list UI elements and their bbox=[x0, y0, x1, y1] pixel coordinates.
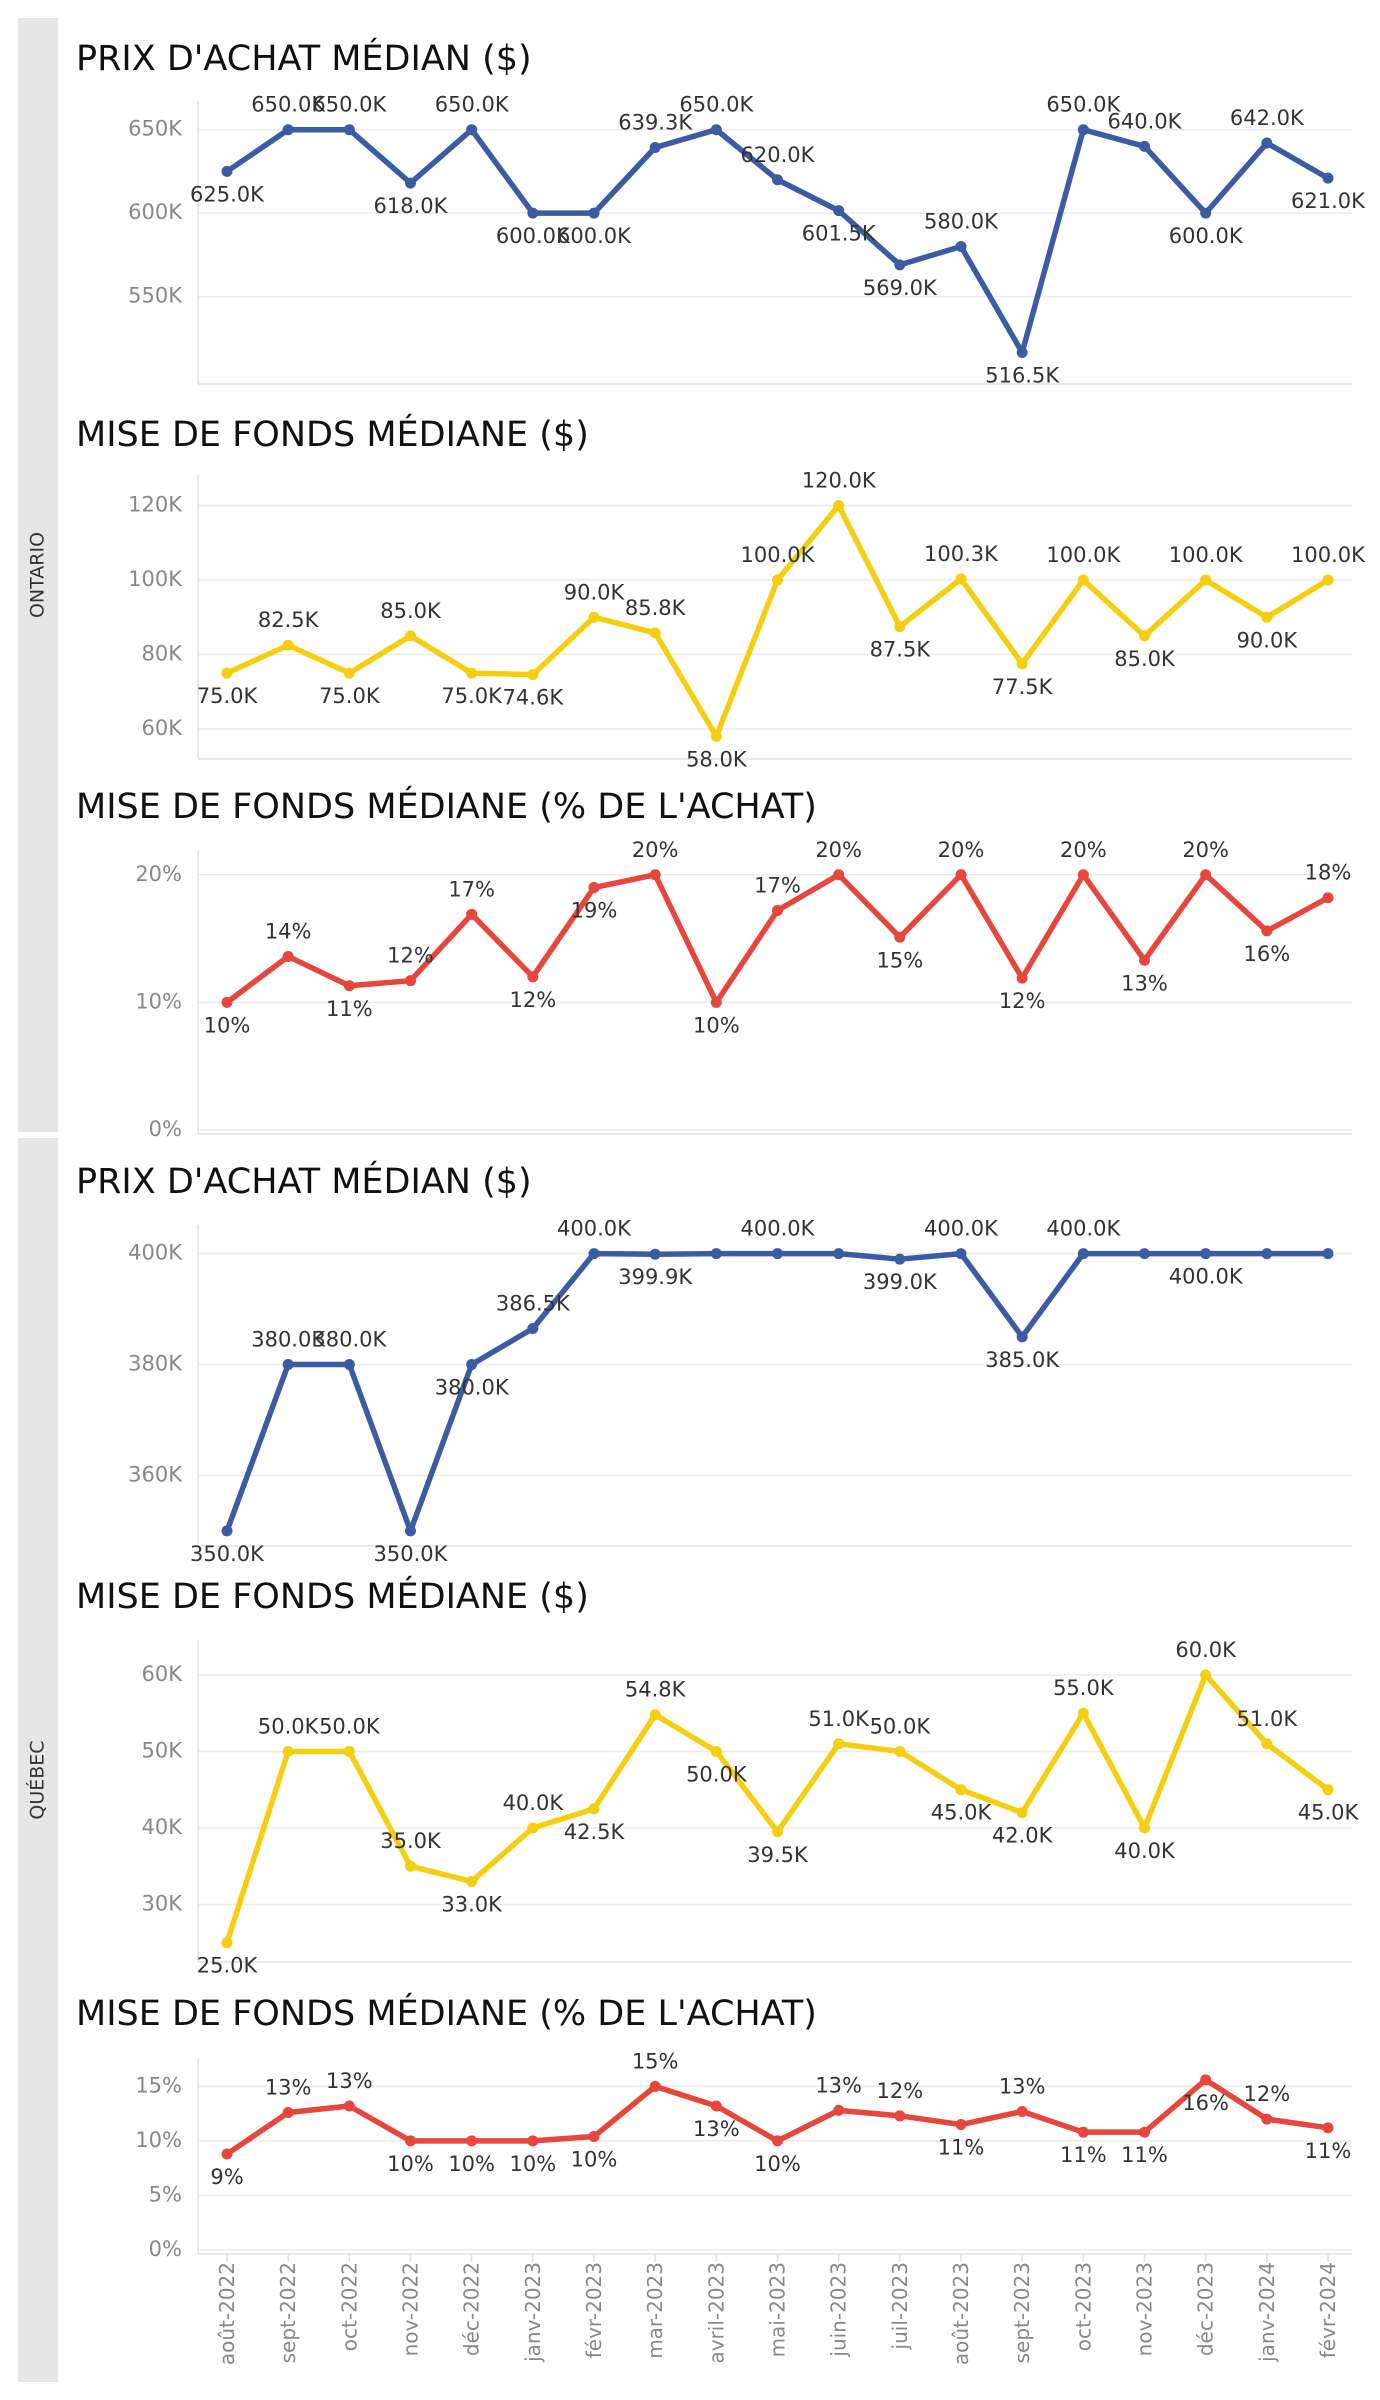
data-label: 399.0K bbox=[862, 1270, 937, 1295]
data-point bbox=[466, 1359, 477, 1370]
x-tick-label: févr-2024 bbox=[1316, 2262, 1340, 2359]
y-tick-label: 380K bbox=[128, 1351, 182, 1376]
data-point bbox=[1200, 869, 1211, 880]
data-point bbox=[833, 500, 844, 511]
data-label: 20% bbox=[1182, 837, 1230, 862]
data-label: 33.0K bbox=[441, 1892, 502, 1917]
data-point bbox=[650, 869, 661, 880]
data-point bbox=[894, 932, 905, 943]
data-point bbox=[1139, 1248, 1150, 1259]
y-tick-label: 0% bbox=[148, 2237, 182, 2261]
panel-quebec-price bbox=[76, 1160, 1352, 1566]
data-label: 400.0K bbox=[924, 1216, 998, 1241]
data-point bbox=[956, 1248, 967, 1259]
data-label: 580.0K bbox=[924, 209, 998, 234]
data-point bbox=[466, 668, 477, 679]
data-point bbox=[1078, 2127, 1089, 2138]
data-point bbox=[222, 997, 233, 1008]
data-label: 39.5K bbox=[747, 1842, 808, 1867]
data-label: 618.0K bbox=[373, 194, 448, 219]
data-label: 11% bbox=[1121, 2143, 1168, 2168]
data-point bbox=[1323, 1784, 1334, 1795]
data-label: 13% bbox=[998, 2074, 1046, 2099]
y-tick-label: 0% bbox=[148, 1117, 182, 1141]
data-label: 42.5K bbox=[563, 1819, 625, 1844]
data-label: 90.0K bbox=[563, 580, 625, 605]
data-label: 20% bbox=[1059, 837, 1107, 862]
data-label: 10% bbox=[509, 2151, 557, 2176]
data-point bbox=[1261, 1738, 1272, 1749]
data-label: 13% bbox=[325, 2069, 373, 2093]
data-point bbox=[466, 124, 477, 135]
data-label: 85.0K bbox=[1114, 646, 1175, 671]
data-label: 350.0K bbox=[190, 1541, 264, 1566]
data-label: 100.0K bbox=[1291, 543, 1365, 568]
data-label: 12% bbox=[387, 943, 434, 968]
panel-ontario-pct bbox=[76, 785, 1352, 1141]
y-tick-label: 60K bbox=[141, 715, 182, 740]
data-label: 650.0K bbox=[312, 92, 387, 117]
data-point bbox=[1261, 612, 1272, 623]
data-label: 100.3K bbox=[924, 541, 998, 566]
data-point bbox=[344, 1359, 355, 1370]
data-label: 620.0K bbox=[740, 142, 815, 167]
x-tick-label: août-2022 bbox=[215, 2262, 239, 2366]
data-label: 350.0K bbox=[373, 1541, 448, 1566]
data-point bbox=[466, 1876, 477, 1887]
panel-quebec-down bbox=[76, 1575, 1359, 1978]
data-label: 20% bbox=[815, 837, 863, 862]
panel-title: PRIX D'ACHAT MÉDIAN ($) bbox=[76, 1162, 532, 1202]
data-point bbox=[405, 975, 416, 986]
data-label: 10% bbox=[570, 2147, 618, 2172]
data-point bbox=[527, 2135, 538, 2146]
data-point bbox=[222, 1937, 233, 1948]
data-point bbox=[1017, 1331, 1028, 1342]
data-point bbox=[1323, 1248, 1334, 1259]
data-label: 11% bbox=[1304, 2138, 1352, 2163]
data-label: 75.0K bbox=[319, 684, 380, 709]
data-point bbox=[589, 882, 600, 893]
data-label: 380.0K bbox=[312, 1327, 387, 1352]
data-point bbox=[711, 1248, 722, 1259]
data-point bbox=[1323, 173, 1334, 184]
data-label: 15% bbox=[876, 948, 924, 973]
data-point bbox=[1017, 347, 1028, 358]
data-point bbox=[283, 2107, 294, 2118]
data-label: 85.8K bbox=[624, 595, 686, 620]
data-point bbox=[527, 669, 538, 680]
data-point bbox=[833, 205, 844, 216]
data-label: 50.0K bbox=[257, 1714, 319, 1739]
data-point bbox=[1200, 2074, 1211, 2085]
data-label: 650.0K bbox=[679, 92, 754, 117]
x-tick-label: nov-2023 bbox=[1132, 2262, 1157, 2357]
data-point bbox=[772, 1248, 783, 1259]
data-point bbox=[711, 997, 722, 1008]
x-tick-label: oct-2022 bbox=[337, 2262, 362, 2352]
data-label: 400.0K bbox=[740, 1216, 815, 1241]
data-point bbox=[283, 640, 294, 651]
data-point bbox=[283, 1359, 294, 1370]
data-label: 17% bbox=[754, 873, 801, 898]
data-point bbox=[589, 1248, 600, 1259]
data-point bbox=[527, 208, 538, 219]
data-label: 100.0K bbox=[740, 543, 815, 568]
data-point bbox=[466, 2135, 477, 2146]
data-label: 12% bbox=[509, 987, 557, 1012]
data-point bbox=[833, 1248, 844, 1259]
data-point bbox=[1078, 869, 1089, 880]
data-point bbox=[1261, 925, 1272, 936]
data-label: 516.5K bbox=[985, 363, 1060, 388]
data-label: 40.0K bbox=[1114, 1838, 1175, 1863]
y-tick-label: 400K bbox=[128, 1240, 182, 1265]
data-point bbox=[283, 951, 294, 962]
data-point bbox=[344, 668, 355, 679]
y-tick-label: 10% bbox=[135, 2127, 182, 2152]
data-point bbox=[344, 2101, 355, 2112]
data-point bbox=[283, 124, 294, 135]
data-label: 82.5K bbox=[257, 608, 319, 633]
data-label: 386.5K bbox=[495, 1291, 570, 1316]
data-point bbox=[405, 2135, 416, 2146]
data-label: 50.0K bbox=[869, 1714, 931, 1739]
data-label: 15% bbox=[631, 2049, 679, 2074]
data-label: 601.5K bbox=[801, 221, 876, 246]
data-label: 13% bbox=[264, 2075, 312, 2100]
panel-title: MISE DE FONDS MÉDIANE ($) bbox=[76, 1577, 589, 1617]
data-point bbox=[772, 575, 783, 586]
y-tick-label: 20% bbox=[135, 861, 182, 886]
data-point bbox=[1078, 575, 1089, 586]
data-point bbox=[1200, 208, 1211, 219]
data-point bbox=[1200, 1248, 1211, 1259]
data-label: 18% bbox=[1304, 860, 1352, 885]
data-point bbox=[589, 1803, 600, 1814]
data-label: 400.0K bbox=[1046, 1216, 1121, 1241]
data-label: 55.0K bbox=[1053, 1676, 1114, 1701]
y-tick-label: 650K bbox=[128, 116, 182, 141]
data-label: 650.0K bbox=[1046, 92, 1121, 117]
data-point bbox=[527, 1822, 538, 1833]
panel-title: MISE DE FONDS MÉDIANE (% DE L'ACHAT) bbox=[76, 1994, 817, 2034]
data-label: 90.0K bbox=[1236, 628, 1298, 653]
data-label: 20% bbox=[631, 837, 679, 862]
data-point bbox=[650, 2081, 661, 2092]
data-point bbox=[956, 2119, 967, 2130]
chart-panels bbox=[76, 37, 1366, 2261]
x-tick-label: sept-2022 bbox=[276, 2262, 301, 2364]
data-point bbox=[1261, 138, 1272, 149]
y-tick-label: 120K bbox=[128, 492, 182, 517]
data-label: 10% bbox=[692, 1013, 740, 1038]
data-point bbox=[772, 1826, 783, 1837]
data-point bbox=[711, 124, 722, 135]
data-label: 14% bbox=[264, 919, 312, 944]
data-point bbox=[589, 612, 600, 623]
data-label: 17% bbox=[448, 877, 496, 902]
data-label: 19% bbox=[570, 898, 618, 923]
data-point bbox=[956, 241, 967, 252]
data-point bbox=[589, 2131, 600, 2142]
x-tick-label: avril-2023 bbox=[704, 2262, 729, 2364]
data-point bbox=[833, 869, 844, 880]
x-tick-label: oct-2023 bbox=[1071, 2262, 1096, 2352]
data-label: 120.0K bbox=[801, 468, 876, 493]
x-tick-label: mar-2023 bbox=[643, 2262, 668, 2359]
data-label: 54.8K bbox=[624, 1677, 686, 1702]
data-point bbox=[894, 621, 905, 632]
y-tick-label: 15% bbox=[135, 2073, 182, 2098]
data-label: 87.5K bbox=[869, 637, 931, 662]
data-label: 75.0K bbox=[441, 684, 502, 709]
data-point bbox=[650, 142, 661, 153]
x-tick-label: juil-2023 bbox=[887, 2262, 912, 2350]
data-label: 58.0K bbox=[686, 747, 747, 772]
data-point bbox=[772, 174, 783, 185]
data-point bbox=[589, 208, 600, 219]
y-tick-label: 30K bbox=[141, 1891, 182, 1916]
data-point bbox=[650, 627, 661, 638]
data-label: 11% bbox=[325, 996, 373, 1021]
data-point bbox=[344, 124, 355, 135]
data-label: 12% bbox=[998, 989, 1046, 1014]
data-point bbox=[222, 668, 233, 679]
y-tick-label: 40K bbox=[141, 1814, 182, 1839]
data-label: 35.0K bbox=[380, 1829, 441, 1854]
data-point bbox=[1261, 1248, 1272, 1259]
x-axis bbox=[215, 2254, 1340, 2365]
data-point bbox=[344, 1746, 355, 1757]
data-label: 380.0K bbox=[434, 1375, 509, 1400]
data-point bbox=[405, 1861, 416, 1872]
data-label: 399.9K bbox=[618, 1265, 693, 1290]
data-point bbox=[894, 259, 905, 270]
data-label: 12% bbox=[1243, 2082, 1291, 2107]
data-label: 625.0K bbox=[190, 182, 264, 207]
y-tick-label: 600K bbox=[128, 200, 182, 225]
panel-ontario-price bbox=[76, 37, 1366, 387]
data-point bbox=[1323, 892, 1334, 903]
panel-title: PRIX D'ACHAT MÉDIAN ($) bbox=[76, 39, 532, 79]
data-label: 12% bbox=[876, 2078, 924, 2103]
data-point bbox=[894, 1254, 905, 1265]
series-line bbox=[227, 1675, 1328, 1943]
data-label: 45.0K bbox=[930, 1800, 992, 1825]
x-tick-label: nov-2022 bbox=[398, 2262, 423, 2357]
data-point bbox=[222, 1525, 233, 1536]
data-label: 77.5K bbox=[991, 674, 1053, 699]
data-label: 13% bbox=[692, 2117, 740, 2141]
data-point bbox=[466, 909, 477, 920]
data-label: 11% bbox=[937, 2135, 985, 2160]
data-label: 10% bbox=[448, 2151, 496, 2176]
data-point bbox=[405, 630, 416, 641]
data-label: 50.0K bbox=[319, 1714, 380, 1739]
data-label: 16% bbox=[1182, 2090, 1230, 2115]
data-point bbox=[772, 2135, 783, 2146]
panel-title: MISE DE FONDS MÉDIANE ($) bbox=[76, 415, 589, 455]
data-point bbox=[711, 731, 722, 742]
data-point bbox=[833, 1738, 844, 1749]
data-label: 10% bbox=[203, 1013, 251, 1038]
data-point bbox=[894, 2110, 905, 2121]
data-label: 20% bbox=[937, 837, 985, 862]
data-label: 51.0K bbox=[808, 1706, 869, 1731]
data-label: 650.0K bbox=[251, 92, 326, 117]
data-point bbox=[1323, 2122, 1334, 2133]
data-point bbox=[1017, 2106, 1028, 2117]
data-point bbox=[650, 1249, 661, 1260]
data-point bbox=[527, 1323, 538, 1334]
y-tick-label: 550K bbox=[128, 283, 182, 308]
x-tick-label: sept-2023 bbox=[1010, 2262, 1035, 2364]
panel-ontario-down bbox=[76, 413, 1366, 771]
data-point bbox=[1139, 630, 1150, 641]
data-label: 40.0K bbox=[502, 1790, 564, 1815]
data-point bbox=[650, 1709, 661, 1720]
data-point bbox=[222, 166, 233, 177]
data-label: 600.0K bbox=[1168, 224, 1243, 249]
data-label: 100.0K bbox=[1168, 543, 1243, 568]
data-label: 10% bbox=[387, 2151, 434, 2176]
data-point bbox=[1261, 2114, 1272, 2125]
data-label: 16% bbox=[1243, 941, 1291, 966]
panel-title: MISE DE FONDS MÉDIANE (% DE L'ACHAT) bbox=[76, 787, 817, 827]
y-tick-label: 60K bbox=[141, 1661, 182, 1686]
data-point bbox=[772, 905, 783, 916]
data-point bbox=[344, 980, 355, 991]
data-label: 640.0K bbox=[1107, 109, 1182, 134]
data-label: 380.0K bbox=[251, 1327, 326, 1352]
y-tick-label: 10% bbox=[135, 989, 182, 1014]
data-point bbox=[833, 2105, 844, 2116]
data-point bbox=[1200, 575, 1211, 586]
data-label: 642.0K bbox=[1229, 106, 1304, 131]
data-point bbox=[711, 1746, 722, 1757]
data-label: 400.0K bbox=[557, 1216, 631, 1241]
data-label: 11% bbox=[1059, 2143, 1107, 2168]
data-point bbox=[956, 869, 967, 880]
x-tick-label: mai-2023 bbox=[765, 2262, 790, 2358]
y-tick-label: 50K bbox=[141, 1738, 182, 1763]
data-label: 400.0K bbox=[1168, 1264, 1243, 1289]
data-point bbox=[1078, 1708, 1089, 1719]
data-label: 51.0K bbox=[1236, 1706, 1298, 1731]
data-label: 25.0K bbox=[196, 1953, 258, 1978]
group-label: QUÉBEC bbox=[26, 1740, 49, 1820]
data-point bbox=[894, 1746, 905, 1757]
y-tick-label: 80K bbox=[141, 641, 182, 666]
data-label: 42.0K bbox=[991, 1823, 1053, 1848]
y-tick-label: 100K bbox=[128, 567, 182, 592]
data-point bbox=[956, 573, 967, 584]
x-tick-label: janv-2023 bbox=[520, 2262, 545, 2362]
data-point bbox=[1017, 658, 1028, 669]
data-label: 621.0K bbox=[1291, 189, 1365, 214]
data-label: 600.0K bbox=[557, 224, 631, 249]
y-tick-label: 360K bbox=[128, 1462, 182, 1487]
data-label: 13% bbox=[1121, 971, 1168, 996]
x-tick-label: janv-2024 bbox=[1254, 2262, 1279, 2362]
data-label: 85.0K bbox=[380, 598, 441, 623]
data-label: 650.0K bbox=[434, 92, 509, 117]
data-point bbox=[283, 1746, 294, 1757]
data-point bbox=[1200, 1669, 1211, 1680]
data-point bbox=[1139, 2127, 1150, 2138]
data-point bbox=[405, 1525, 416, 1536]
x-tick-label: déc-2023 bbox=[1193, 2262, 1218, 2357]
data-point bbox=[1017, 1807, 1028, 1818]
x-tick-label: déc-2022 bbox=[459, 2262, 484, 2357]
data-point bbox=[1139, 955, 1150, 966]
series-line bbox=[227, 1254, 1328, 1531]
data-label: 385.0K bbox=[985, 1347, 1060, 1372]
data-label: 13% bbox=[815, 2073, 863, 2098]
data-label: 600.0K bbox=[495, 224, 570, 249]
data-point bbox=[1078, 1248, 1089, 1259]
data-label: 100.0K bbox=[1046, 543, 1121, 568]
x-tick-label: févr-2023 bbox=[582, 2262, 606, 2359]
group-label: ONTARIO bbox=[26, 531, 49, 619]
data-point bbox=[956, 1784, 967, 1795]
data-point bbox=[1139, 1822, 1150, 1833]
data-point bbox=[222, 2149, 233, 2160]
data-label: 639.3K bbox=[618, 110, 693, 135]
data-point bbox=[1323, 575, 1334, 586]
data-label: 10% bbox=[754, 2151, 801, 2176]
data-label: 569.0K bbox=[862, 275, 937, 300]
x-tick-label: août-2023 bbox=[949, 2262, 973, 2366]
data-label: 74.6K bbox=[502, 685, 564, 710]
data-label: 9% bbox=[210, 2165, 244, 2189]
data-label: 75.0K bbox=[196, 684, 258, 709]
data-point bbox=[1017, 973, 1028, 984]
data-point bbox=[405, 178, 416, 189]
y-tick-label: 5% bbox=[148, 2182, 182, 2207]
data-label: 50.0K bbox=[686, 1762, 747, 1787]
group-bands bbox=[18, 18, 58, 2382]
data-point bbox=[527, 971, 538, 982]
data-label: 45.0K bbox=[1297, 1800, 1359, 1825]
data-point bbox=[711, 2101, 722, 2112]
panel-quebec-pct bbox=[76, 1992, 1352, 2261]
x-tick-label: juin-2023 bbox=[826, 2262, 851, 2357]
data-point bbox=[1139, 141, 1150, 152]
data-label: 60.0K bbox=[1175, 1637, 1236, 1662]
data-point bbox=[1078, 124, 1089, 135]
